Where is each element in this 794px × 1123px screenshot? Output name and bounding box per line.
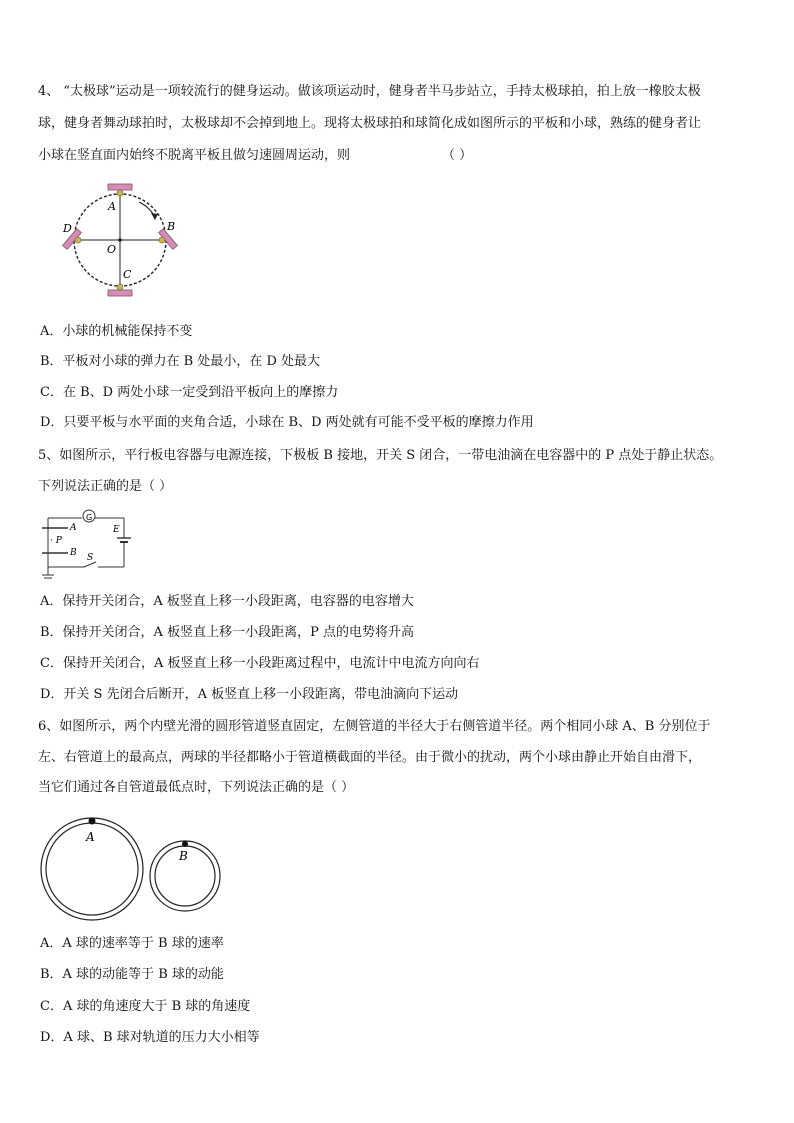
q6-option-a: A．A 球的速率等于 B 球的速率 <box>40 936 224 951</box>
q4-option-a: A．小球的机械能保持不变 <box>40 324 193 339</box>
ball-b <box>159 237 165 243</box>
q5-stem-line2: 下列说法正确的是（ ） <box>38 479 173 494</box>
label-s: S <box>87 553 94 563</box>
label-d: D <box>63 222 72 235</box>
q5-option-a: A．保持开关闭合，A 板竖直上移一小段距离，电容器的电容增大 <box>40 594 414 609</box>
q4-answer-blank: （ ） <box>442 148 473 163</box>
q6-stem-line2: 左、右管道上的最高点，两球的半径都略小于管道横截面的半径。由于微小的扰动，两个小球由静止开始自由滑下， <box>38 750 702 765</box>
label-a: A <box>70 523 77 533</box>
ball-d <box>75 237 81 243</box>
q4-stem-line1: 4、 “太极球”运动是一项较流行的健身运动。做该项运动时，健身者半马步站立，手持太极球拍，拍上放一橡胶太极 <box>38 84 701 99</box>
label-a: A <box>108 200 116 213</box>
label-b: B <box>179 849 188 863</box>
q4-option-d: D．只要平板与水平面的夹角合适，小球在 B、D 两处就有可能不受平板的摩擦力作用 <box>40 415 534 430</box>
q4-option-c: C．在 B、D 两处小球一定受到沿平板向上的摩擦力 <box>40 385 339 400</box>
arrow-head-icon <box>151 213 158 220</box>
label-a: A <box>86 830 95 844</box>
galvanometer-label: G <box>86 513 93 522</box>
label-c: C <box>123 268 132 281</box>
label-o: O <box>107 243 117 256</box>
q5-circuit-figure <box>38 505 133 580</box>
q6-option-c: C．A 球的角速度大于 B 球的角速度 <box>40 999 251 1014</box>
q6-option-d: D．A 球、B 球对轨道的压力大小相等 <box>40 1030 260 1045</box>
plate-bottom <box>108 290 132 296</box>
label-p: · P <box>50 536 62 546</box>
label-b: B <box>167 220 176 233</box>
ball-c <box>117 284 123 290</box>
q6-stem-line3: 当它们通过各自管道最低点时，下列说法正确的是（ ） <box>38 780 355 795</box>
q5-option-b: B．保持开关闭合，A 板竖直上移一小段距离，P 点的电势将升高 <box>40 625 414 640</box>
q4-figure <box>55 180 185 300</box>
ball-a <box>89 818 96 825</box>
q6-figure <box>38 815 228 925</box>
ball-a <box>117 190 123 196</box>
q4-option-b: B．平板对小球的弹力在 B 处最小，在 D 处最大 <box>40 354 321 369</box>
plate-top <box>108 184 132 190</box>
label-e: E <box>113 525 120 535</box>
ball-b <box>182 841 188 847</box>
q6-stem-line1: 6、如图所示，两个内壁光滑的圆形管道竖直固定，左侧管道的半径大于右侧管道半径。两个相同小球 A、B 分别位于 <box>38 719 711 734</box>
q5-stem-line1: 5、如图所示，平行板电容器与电源连接，下极板 B 接地，开关 S 闭合，一带电油滴在电容器中的 P 点处于静止状态。 <box>38 448 723 463</box>
q4-stem-line3: 小球在竖直面内始终不脱离平板且做匀速圆周运动，则 <box>38 148 351 163</box>
q5-option-c: C．保持开关闭合，A 板竖直上移一小段距离过程中，电流计中电流方向向右 <box>40 656 480 671</box>
label-b: B <box>70 548 77 558</box>
q4-stem-line2: 球，健身者舞动球拍时，太极球却不会掉到地上。现将太极球拍和球简化成如图所示的平板和小球，熟练的健身者让 <box>38 116 702 131</box>
q5-option-d: D．开关 S 先闭合后断开，A 板竖直上移一小段距离，带电油滴向下运动 <box>40 687 459 702</box>
q6-option-b: B．A 球的动能等于 B 球的动能 <box>40 967 224 982</box>
center-dot <box>118 238 122 242</box>
